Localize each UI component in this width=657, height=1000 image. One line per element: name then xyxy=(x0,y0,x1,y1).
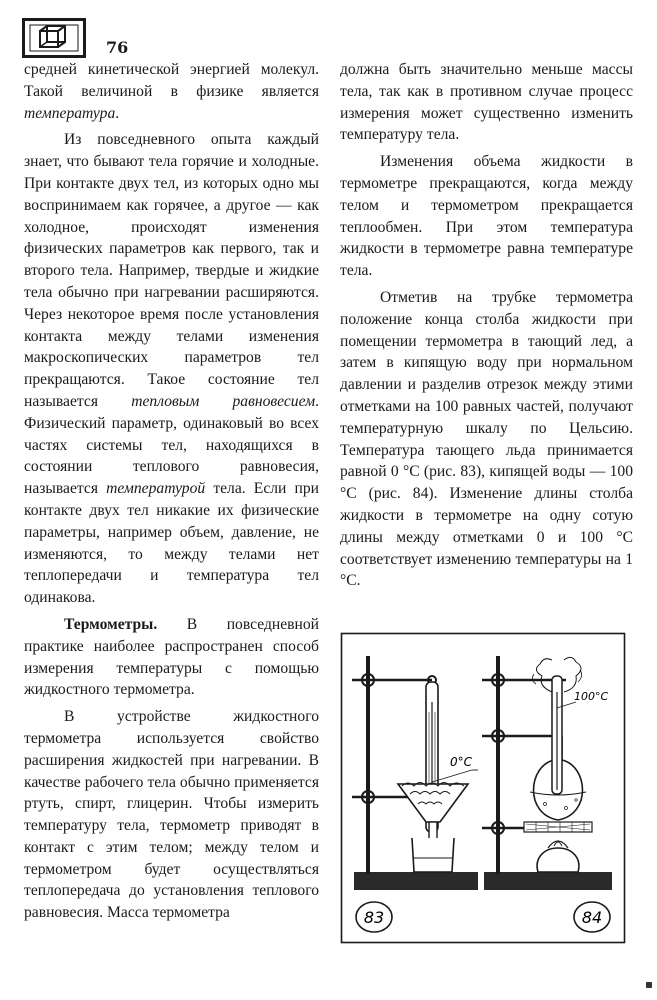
paragraph-thermal-equilibrium xyxy=(24,129,319,609)
term-temperature-def: температурой xyxy=(106,480,206,498)
term-temperature: температура xyxy=(24,104,116,122)
text-run: Из повседневного опыта каждый знает, что бывают тела горячие и холодные. При контакте двух тел, из которых одно мы воспринимаем как горячее, а другое — как холодное, происходят изменения физических параметров как первого, так и второго тела. Например, твердые и жидкие тела обычно при нагревании расширяются. Через некоторое время после установления контакта между телами изменения макроскопических параметров тел прекращаются. Такое состояние тел называется xyxy=(24,131,319,410)
paragraph-liquid-thermometer xyxy=(24,706,319,924)
term-thermal-equilibrium: тепловым равновесием xyxy=(131,392,316,410)
figure-thermometer-calibration xyxy=(340,632,626,944)
stand-base-left xyxy=(354,872,478,890)
fig-number-84: 84 xyxy=(581,908,603,927)
spirit-lamp xyxy=(537,848,579,872)
text-run: средней кинетической энергией молекул. Такой величиной в физике является xyxy=(24,61,319,100)
text-run: . Физический параметр, одинаковый во всех частях системы тел, находящихся в состоянии теплового равновесия, называется xyxy=(24,392,319,498)
text-run: тела. Если при контакте двух тел никакие их физические параметры, например объем, давление, не изменяются, то между телами нет теплопередачи и температура тел одинакова. xyxy=(24,480,319,607)
cube-icon xyxy=(22,18,86,58)
paragraph-celsius-scale: Отметив на трубке термометра положение конца столба жидкости при помещении термометра в тающий лед, а затем в кипящую воду при нормальном давлении и разделив отрезок между этими отметками на 100 равных частей, получают температурную шкалу по Цельсию. Температура тающего льда принимается равной 0 °С (рис. 83), кипящей воды — 100 °С (рис. 84). Изменение длины столба жидкости в термометре на одну сотую длины между отметками 0 и 100 °С соответствует изменению температуры на 1 °С. xyxy=(340,288,633,590)
stand-rod-right xyxy=(496,656,500,874)
paragraph-continuation xyxy=(24,59,319,124)
text-run: В устройстве жидкостного термометра используется свойство расширения жидкостей при нагревании. В качестве рабочего тела обычно применяется ртуть, спирт, глицерин. Чтобы измерить температуру тела, термометр приводят в контакт с этим телом; между телом и термометром будет осуществляться теплопередача до установления теплового равновесия. Масса термометра xyxy=(24,708,319,922)
corner-mark xyxy=(646,982,652,988)
fig-number-83: 83 xyxy=(363,908,385,927)
section-heading-thermometers: Термометры. xyxy=(64,615,158,633)
page-number: 76 xyxy=(106,38,129,57)
text-run: . xyxy=(115,104,120,122)
paragraph-thermometers xyxy=(24,614,319,701)
text-run: В повседневной практике наиболее распространен способ измерения температуры с помощью жидкостного термометра. xyxy=(24,615,319,699)
stand-base-right xyxy=(484,872,612,890)
ice-setup xyxy=(352,656,478,932)
boiling-setup xyxy=(482,656,612,932)
label-0C: 0°C xyxy=(450,755,473,769)
paragraph-mass: должна быть значительно меньше массы тела, так как в противном случае процесс измерения может существенно изменить температуру тела. xyxy=(340,61,633,144)
beaker-left xyxy=(412,838,454,872)
left-column xyxy=(24,59,319,924)
stand-rod-left xyxy=(366,656,370,874)
paragraph-volume-change: Изменения объема жидкости в термометре прекращаются, когда между телом и термометром прекращается теплообмен. При этом температура жидкости в термометре равна температуре тела. xyxy=(340,153,633,280)
label-100C: 100°C xyxy=(574,690,609,703)
right-column xyxy=(340,59,633,592)
